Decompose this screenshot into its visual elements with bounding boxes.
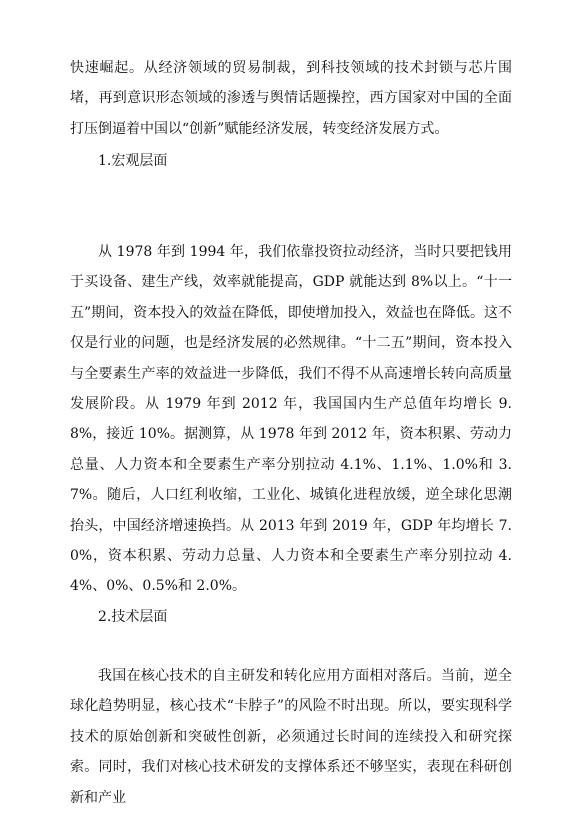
macro-paragraph: 从 1978 年到 1994 年，我们依靠投资拉动经济，当时只要把钱用于买设备、建生产线，效率就能提高，GDP 就能达到 8%以上。“十一五”期间，资本投入的效益在降低，即使增加投入，效益也在降低。这不仅是行业的问题，也是经济发展的必然规律。“十二五”期间，资本投入与全要素生产率的效益进一步降低，我们不得不从高速增长转向高质量发展阶段。从 1979 年到 2012 年，我国国内生产总值年均增长 9.8%，接近 10%。据测算，从 1978 年到 2012 年，资本积累、劳动力总量、人力资本和全要素生产率分别拉动 4.1%、1.1%、1.0%和 3.7%。随后，人口红利收缩，工业化、城镇化进程放缓，逆全球化思潮抬头，中国经济增速换挡。从 2013 年到 2019 年，GDP 年均增长 7.0%，资本积累、劳动力总量、人力资本和全要素生产率分别拉动 4.4%、0%、0.5%和 2.0%。: [70, 244, 512, 595]
section-heading-macro: 1.宏观层面: [98, 153, 168, 169]
tech-paragraph: 我国在核心技术的自主研发和转化应用方面相对落后。当前，逆全球化趋势明显，核心技术“卡脖子”的风险不时出现。所以，要实现科学技术的原始创新和突破性创新，必须通过长时间的连续投入和研究探索。同时，我们对核心技术研发的支撑体系还不够坚实，表现在科研创新和产业: [70, 668, 512, 806]
section-heading-tech: 2.技术层面: [98, 609, 168, 625]
intro-paragraph: 快速崛起。从经济领域的贸易制裁，到科技领域的技术封锁与芯片围堵，再到意识形态领域的渗透与舆情话题操控，西方国家对中国的全面打压倒逼着中国以“创新”赋能经济发展，转变经济发展方式。: [70, 60, 512, 137]
